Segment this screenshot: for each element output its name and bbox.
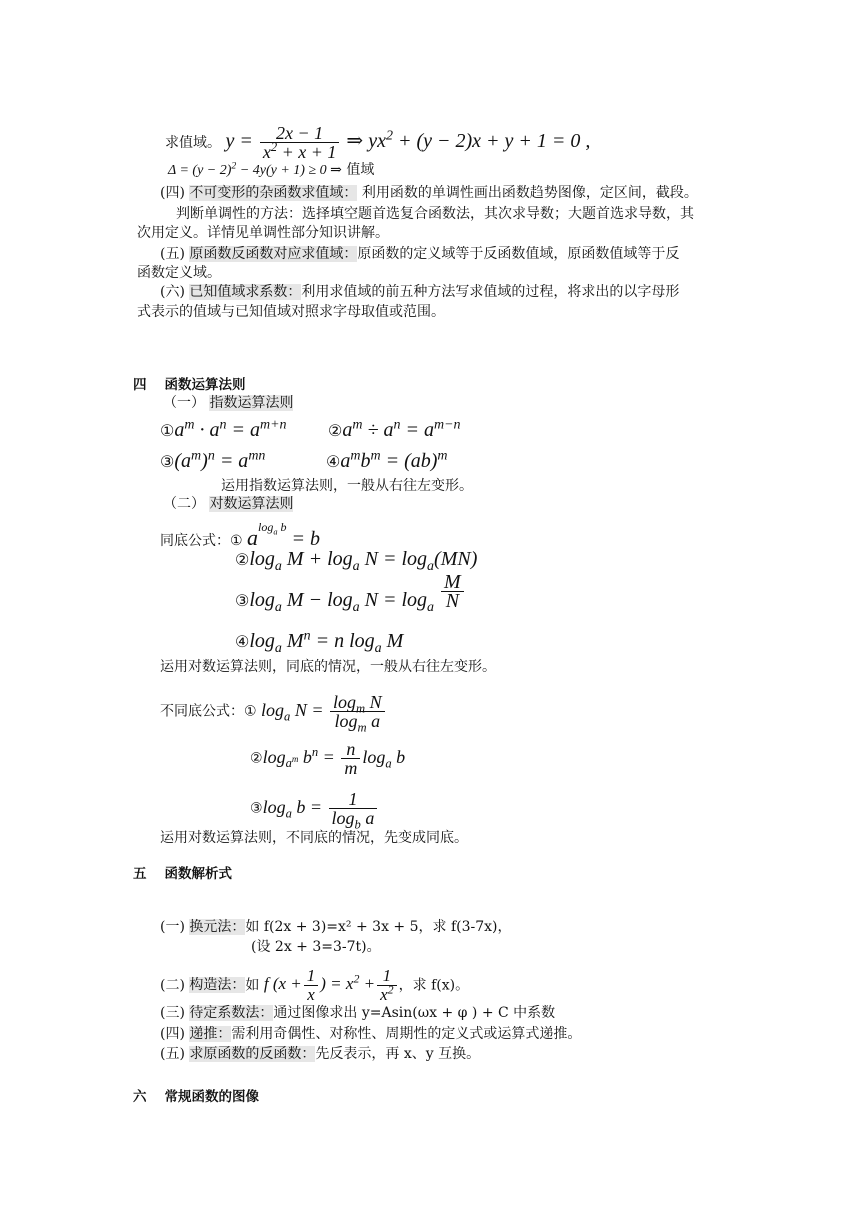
analytic-method-1-cont: (设 2x + 3=3-7t)。 xyxy=(251,939,381,955)
monotonic-line-1: 判断单调性的方法：选择填空题首选复合函数法，其次求导数；大题首选求导数，其 xyxy=(176,206,694,222)
analytic-method-2: (二) 构造法：如 f (x + $\frac{1}{x}$ ) = $x^2$ + $\frac{1}{x^2}$ ，求 f(x)。 xyxy=(160,966,470,1004)
range-discriminant-line xyxy=(168,161,374,180)
method-6-cont: 式表示的值域与已知值域对照求字母取值或范围。 xyxy=(137,304,445,320)
method-5-title: 原函数反函数对应求值域： xyxy=(189,246,358,262)
range-formula-2-tail: 值域 xyxy=(346,162,375,178)
range-formula-2: $\Delta = (y - 2)^2 - 4y(y + 1) \ge 0$ ⇒ xyxy=(168,160,342,178)
log-change-rule-3: $③\log_a$ b = $\frac{1}{\log_b a}$ xyxy=(250,790,379,827)
method-4-line: (四) 不可变形的杂函数求值域： 利用函数的单调性画出函数趋势图像，定区间，截段。 xyxy=(160,185,698,201)
method-5-cont: 函数定义域。 xyxy=(137,265,221,281)
monotonic-line-2: 次用定义。详情见单调性部分知识讲解。 xyxy=(137,225,389,241)
diff-base-note: 运用对数运算法则，不同底的情况，先变成同底。 xyxy=(160,830,468,846)
range-example-line xyxy=(165,124,590,161)
log-rule-1: $a^{log_a b} = b$ xyxy=(247,520,321,550)
exp-note: 运用指数运算法则，一般从右往左变形。 xyxy=(221,478,473,494)
analytic-method-3: (三) 待定系数法：通过图像求出 y=Asin(ωx + φ ) + C 中系数 xyxy=(160,1005,556,1021)
same-base-note: 运用对数运算法则，同底的情况，一般从右往左变形。 xyxy=(160,659,496,675)
exp-rule-3: $③(a^m)^n = a^{mn}$ xyxy=(160,448,266,472)
log-subheading: （二） 对数运算法则 xyxy=(163,496,294,512)
same-base-label: 同底公式： xyxy=(160,533,230,549)
range-prefix: 求值域。 xyxy=(165,135,221,152)
analytic-method-5: (五) 求原函数的反函数：先反表示，再 x、y 互换。 xyxy=(160,1046,481,1062)
analytic-method-1: (一) 换元法：如 f(2x + 3)=x² + 3x + 5，求 f(3-7x)， xyxy=(160,919,512,935)
method-6-title: 已知值域求系数： xyxy=(189,284,302,300)
section-5-heading: 五 函数解析式 xyxy=(133,866,232,882)
exp-rule-1: $①a^m \cdot a^n = a^{m+n}$ xyxy=(160,417,287,441)
method-4-title: 不可变形的杂函数求值域： xyxy=(189,185,358,201)
method-5-line: (五) 原函数反函数对应求值域：原函数的定义域等于反函数值域，原函数值域等于反 xyxy=(160,246,680,262)
exp-subheading: （一） 指数运算法则 xyxy=(163,395,294,411)
method-6-line: (六) 已知值域求系数：利用求值域的前五种方法写求值域的过程，将求出的以字母形 xyxy=(160,284,680,300)
log-rule-3: $③\log_a$ $M - \log_a N = \log_a$ $\frac{M}{N}$ xyxy=(235,590,466,611)
log-rule-2: $②\log_a$ $M + \log_a N = \log_a(MN)$ xyxy=(235,548,478,574)
section-4-heading: 四 函数运算法则 xyxy=(133,377,246,393)
exp-rule-4: $④a^mb^m = (ab)^m$ xyxy=(326,448,448,472)
same-base-label-line: 同底公式：① $a^{log_a b} = b$ xyxy=(160,520,321,550)
exp-rule-2: $②a^m \div a^n = a^{m-n}$ xyxy=(328,417,461,441)
log-rule-4: $④\log_a$ $M^n = n$ $\log_a M$ xyxy=(235,628,404,656)
range-formula-1: y = $\frac{2x - 1}{x^2 + x + 1}$ ⇒ $yx^2 + (y - 2)x + y + 1 = 0$ , xyxy=(225,123,591,162)
section-6-heading: 六 常规函数的图像 xyxy=(133,1089,259,1105)
analytic-method-4: (四) 递推：需利用奇偶性、对称性、周期性的定义式或运算式递推。 xyxy=(160,1026,582,1042)
diff-base-label-line: 不同底公式：① $\log_a N$ = $\frac{\log_m N}{\log_m a}$ xyxy=(160,693,387,730)
log-change-rule-1: $\log_a N$ = $\frac{\log_m N}{\log_m a}$ xyxy=(261,700,387,720)
log-change-rule-2: $②\log_{a^m}$ $b^n$ = $\frac{n}{m}$ $\log_a b$ xyxy=(250,739,406,778)
diff-base-label: 不同底公式： xyxy=(160,703,244,720)
